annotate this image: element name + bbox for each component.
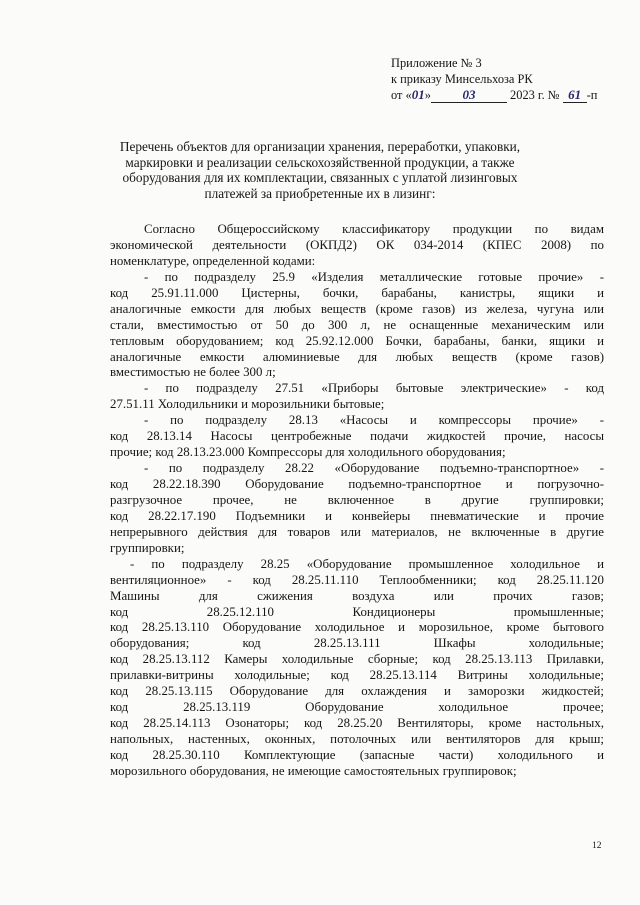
number-blank	[563, 88, 587, 103]
body-line: номенклатуре, определенной кодами:	[110, 253, 316, 268]
document-body	[110, 222, 604, 780]
order-date-line	[391, 87, 611, 104]
body-line: 27.51.11 Холодильники и морозильники бытовые;	[110, 397, 385, 412]
title-line: оборудования для их комплектации, связанных с уплатой лизинговых	[122, 170, 518, 186]
body-line: код 28.25.13.119 Оборудование холодильное прочее;	[110, 700, 604, 715]
body-line: код 28.25.12.110 Кондиционеры промышленные;	[110, 604, 604, 619]
body-line: непрерывного действия для товаров или материалов, не включенные в другие	[110, 524, 604, 539]
body-line: аналогичные емкости для любых веществ (кроме газов) из железа, чугуна или	[110, 301, 604, 316]
handwritten-month: 03	[462, 87, 476, 102]
body-line: группировки;	[110, 540, 185, 555]
body-line: оборудования; код 28.25.13.111 Шкафы холодильные;	[110, 636, 604, 651]
body-line: разгрузочное прочее, не включенное в другие группировки;	[110, 492, 604, 507]
body-line: стали, вместимостью от 50 до 300 л, не оснащенные механическим или	[110, 317, 604, 332]
body-line: вместимостью не более 300 л;	[110, 365, 276, 380]
body-line: морозильного оборудования, не имеющие самостоятельных группировок;	[110, 763, 517, 778]
number-suffix: -п	[586, 88, 598, 102]
body-line: - по подразделу 27.51 «Приборы бытовые электрические» - код	[144, 381, 604, 396]
body-line: код 28.25.14.113 Озонаторы; код 28.25.20 Вентиляторы, кроме настольных,	[110, 716, 604, 731]
body-line: - по подразделу 28.25 «Оборудование промышленное холодильное и	[130, 556, 604, 571]
title-line: Перечень объектов для организации хранения, переработки, упаковки,	[119, 139, 521, 154]
body-line: код 28.22.18.390 Оборудование подъемно-транспортное и погрузочно-	[110, 477, 604, 491]
title-line: платежей за приобретенные их в лизинг:	[204, 186, 436, 202]
year-and-number-label: 2023 г. №	[506, 88, 560, 102]
body-line: прилавки-витрины холодильные; код 28.25.13.114 Витрины холодильные;	[110, 668, 604, 683]
body-line: код 28.13.14 Насосы центробежные подачи жидкостей прочие, насосы	[110, 429, 604, 444]
body-line: - по подразделу 28.13 «Насосы и компрессоры прочие» -	[144, 413, 604, 428]
body-line: Машины для сжижения воздуха или прочих газов;	[110, 588, 604, 603]
document-title	[96, 139, 544, 202]
page-number: 12	[592, 841, 602, 851]
body-line: тепловым оборудованием; код 25.92.12.000 Бочки, барабаны, банки, ящики и	[110, 333, 604, 348]
body-line: экономической деятельности (ОКПД2) ОК 034-2014 (КПЕС 2008) по	[110, 237, 604, 252]
body-line: код 28.25.13.112 Камеры холодильные сборные; код 28.25.13.113 Прилавки,	[110, 652, 604, 667]
body-line: код 28.25.30.110 Комплектующие (запасные части) холодильного и	[110, 747, 604, 762]
body-line: - по подразделу 28.22 «Оборудование подъемно-транспортное» -	[144, 461, 604, 476]
month-blank	[431, 88, 507, 103]
handwritten-order-number: 61	[568, 87, 582, 102]
body-line: код 28.25.13.115 Оборудование для охлаждения и заморозки жидкостей;	[110, 684, 604, 699]
handwritten-day: 01	[411, 87, 425, 102]
body-line: прочие; код 28.13.23.000 Компрессоры для холодильного оборудования;	[110, 445, 506, 460]
body-line: - по подразделу 25.9 «Изделия металлические готовые прочие» -	[144, 269, 604, 284]
appendix-header	[391, 56, 611, 104]
title-line: маркировки и реализации сельскохозяйственной продукции, а также	[125, 154, 515, 170]
body-line: вентиляционное» - код 28.25.11.110 Теплообменники; код 28.25.11.120	[110, 572, 604, 587]
body-line: напольных, настенных, оконных, потолочных или вентиляторов для крыш;	[110, 732, 604, 746]
body-line: код 25.91.11.000 Цистерны, бочки, барабаны, канистры, ящики и	[110, 285, 604, 300]
body-line: Согласно Общероссийскому классификатору продукции по видам	[144, 222, 604, 236]
body-line: аналогичные емкости алюминиевые для любых веществ (кроме газов)	[110, 349, 604, 364]
body-line: код 28.25.13.110 Оборудование холодильное и морозильное, кроме бытового	[110, 620, 604, 635]
appendix-number: Приложение № 3	[391, 56, 482, 70]
order-reference: к приказу Минсельхоза РК	[391, 71, 533, 86]
date-quote: »	[424, 88, 431, 102]
body-line: код 28.22.17.190 Подъемники и конвейеры пневматические и прочие	[110, 508, 604, 523]
date-prefix: от «	[391, 88, 412, 102]
